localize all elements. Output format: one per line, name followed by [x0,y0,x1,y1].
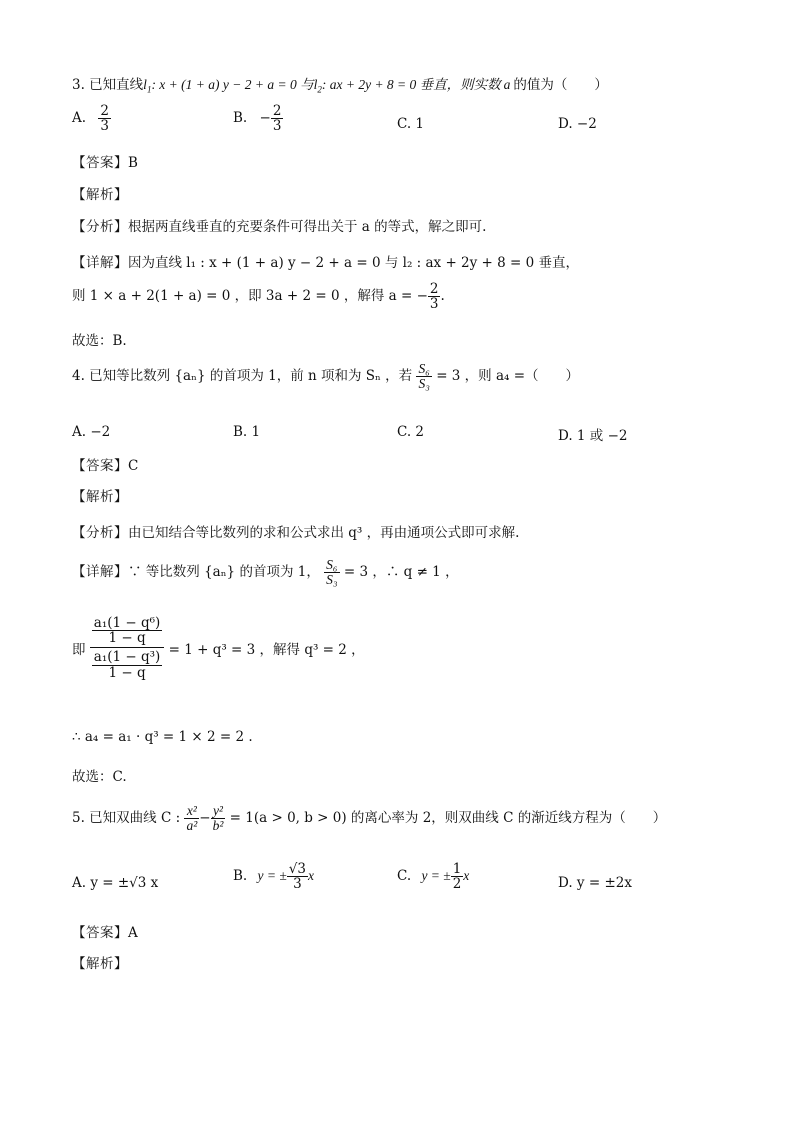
q5-option-c-fraction: $\frac{1}{2}$ [452,861,462,893]
q4-xiangjie [72,558,459,587]
q3-option-a-fraction: $\frac{2}{3}$ [100,103,109,135]
xiangjie-text: 因为直线 l₁ : x + (1 + a) y − 2 + a = 0 与 l₂ : ax + 2y + 8 = 0 垂直， [128,255,580,271]
q4-xiangjie-fraction: $\frac{\text{S₆}}{\text{S₃}}$ [326,557,338,588]
minus-sign: − [259,110,271,127]
q4-compound-fraction-line [72,616,365,680]
q3-analysis-tag: 【解析】 [72,187,128,203]
q5-analysis-tag: 【解析】 [72,956,128,972]
q4-option-c: C. 2 [397,424,425,440]
q5-option-b [233,862,314,891]
q3-l2-equation: : ax + 2y + 8 = 0 垂直，则实数 [321,77,501,92]
q4-compound-result: = 1 + q³ = 3 ，解得 q³ = 2 ， [168,641,365,658]
q4-stem-suffix: = 3 ，则 a₄ =（ ） [436,368,580,385]
q5-stem-suffix: = 1(a > 0, b > 0) 的离心率为 2，则双曲线 C 的渐近线方程为（ ） [229,810,667,827]
answer-value: A [128,925,138,941]
answer-value: C [128,458,139,474]
fenxi-tag: 【分析】 [72,525,128,541]
q5-y-fraction: $\frac{\text{y²}}{\text{b²}}$ [212,803,224,834]
answer-tag: 【答案】 [72,155,128,171]
q5-option-c-prefix: y = ± [421,868,451,884]
xiangjie-tag: 【详解】 [72,564,128,581]
q4-option-d: D. 1 或 −2 [558,428,628,444]
q5-stem [72,804,666,833]
q3-stem-suffix: 的值为（ ） [513,77,608,93]
fenxi-tag: 【分析】 [72,219,128,235]
q5-stem-prefix: 5. 已知双曲线 C : [72,810,181,827]
q3-step [72,282,445,311]
q4-stem [72,362,579,391]
ji-label: 即 [72,641,86,658]
q5-answer [72,921,138,941]
q4-option-b: B. 1 [233,424,261,440]
q4-stem-prefix: 4. 已知等比数列 {aₙ} 的首项为 1，前 n 项和为 Sₙ ，若 [72,368,413,385]
q3-l2: $l_2$ [313,77,322,95]
q3-option-b-fraction: $\frac{2}{3}$ [272,103,282,135]
q3-var: a [503,77,511,92]
q5-option-c [397,862,469,891]
fenxi-text: 由已知结合等比数列的求和公式求出 q³ ，再由通项公式即可求解. [128,525,520,541]
q3-l1: $l_1$ [143,77,152,95]
q5-x-fraction: $\frac{\text{x²}}{\text{a²}}$ [186,803,198,834]
period: . [440,288,445,305]
xiangjie-text-suffix: = 3 ，∴ q ≠ 1 ， [343,564,459,581]
answer-value: B [128,155,138,171]
fenxi-text: 根据两直线垂直的充要条件可得出关于 a 的等式，解之即可. [128,219,487,235]
q3-step-fraction: $\frac{2}{3}$ [429,281,439,313]
answer-tag: 【答案】 [72,925,128,941]
q5-option-b-fraction: $\frac{√3}{3}$ [288,861,306,893]
q3-option-c: C. 1 [397,116,425,132]
q4-choose: 故选：C. [72,769,127,785]
q5-option-b-prefix: y = ± [257,868,287,884]
q4-compound-denominator: $\frac{\text{a₁(1 − q³)}}{1 - q}$ [93,649,161,681]
answer-tag: 【答案】 [72,458,128,474]
q3-step-text: 则 1 × a + 2(1 + a) = 0 ，即 3a + 2 = 0 ，解得 a = − [72,288,428,305]
q5-option-a: A. y = ±√3 x [72,875,159,891]
q3-xiangjie [72,251,579,271]
option-label: B. [233,110,248,127]
q3-choose: 故选：B. [72,333,127,349]
option-label: B. [233,868,248,885]
q5-option-b-suffix: x [307,868,314,884]
q4-therefore: ∴ a₄ = a₁ · q³ = 1 × 2 = 2 . [72,729,253,745]
q3-fenxi [72,215,486,235]
q3-option-b [233,104,283,133]
q4-option-a: A. −2 [72,424,111,440]
option-label: A. [72,110,87,127]
q3-stem-prefix: 3. 已知直线 [72,77,144,93]
q4-analysis-tag: 【解析】 [72,489,128,505]
option-label: C. [397,868,412,885]
q3-answer [72,151,138,171]
xiangjie-text: ∵ 等比数列 {aₙ} 的首项为 1， [128,564,320,581]
q3-l1-equation: : x + (1 + a) y − 2 + a = 0 与 [151,77,314,92]
q4-stem-fraction: $\frac{\text{S₆}}{\text{S₃}}$ [418,361,430,392]
q3-option-a [72,104,111,133]
q5-option-c-suffix: x [463,868,470,884]
q4-answer [72,454,138,474]
xiangjie-tag: 【详解】 [72,255,128,271]
q4-compound-numerator: $\frac{\text{a₁(1 − q⁶)}}{1 - q}$ [93,615,161,647]
q3-option-d: D. −2 [558,116,597,132]
q4-compound-fraction [90,616,165,680]
q4-fenxi [72,521,519,541]
minus-sign: − [199,810,211,827]
q3-stem [72,73,608,95]
q5-option-d: D. y = ±2x [558,875,632,891]
